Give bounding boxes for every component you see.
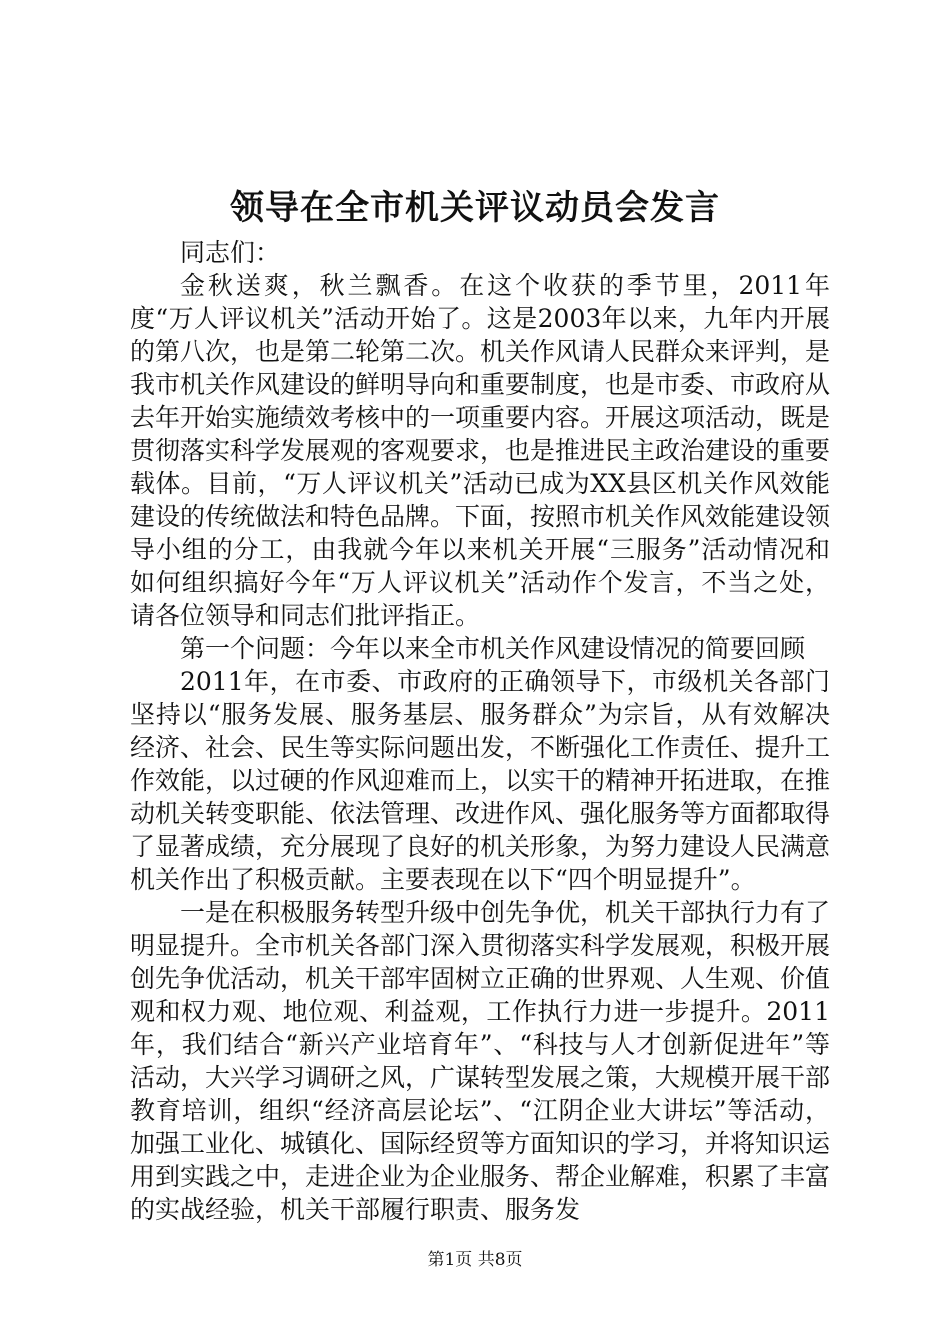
- body-paragraph: 一是在积极服务转型升级中创先争优，机关干部执行力有了明显提升。全市机关各部门深入贯彻落实科学发展观，积极开展创先争优活动，机关干部牢固树立正确的世界观、人生观、价值观和权力观、地位观、利益观，工作执行力进一步提升。2011年，我们结合“新兴产业培育年”、“科技与人才创新促进年”等活动，大兴学习调研之风，广谋转型发展之策，大规模开展干部教育培训，组织“经济高层论坛”、“江阴企业大讲坛”等活动，加强工业化、城镇化、国际经贸等方面知识的学习，并将知识运用到实践之中，走进企业为企业服务、帮企业解难，积累了丰富的实战经验，机关干部履行职责、服务发: [130, 898, 831, 1224]
- body-paragraph: 金秋送爽，秋兰飘香。在这个收获的季节里，2011年度“万人评议机关”活动开始了。这是2003年以来，九年内开展的第八次，也是第二轮第二次。机关作风请人民群众来评判，是我市机关作风建设的鲜明导向和重要制度，也是市委、市政府从去年开始实施绩效考核中的一项重要内容。开展这项活动，既是贯彻落实科学发展观的客观要求，也是推进民主政治建设的重要载体。目前，“万人评议机关”活动已成为XX县区机关作风效能建设的传统做法和特色品牌。下面，按照市机关作风效能建设领导小组的分工，由我就今年以来机关开展“三服务”活动情况和如何组织搞好今年“万人评议机关”活动作个发言，不当之处，请各位领导和同志们批评指正。: [130, 271, 831, 630]
- page-number-footer: 第1页 共8页: [427, 1250, 523, 1270]
- document-body: [130, 236, 830, 1226]
- body-paragraph: 2011年，在市委、市政府的正确领导下，市级机关各部门坚持以“服务发展、服务基层、服务群众”为宗旨，从有效解决经济、社会、民生等实际问题出发，不断强化工作责任、提升工作效能，以过硬的作风迎难而上，以实干的精神开拓进取，在推动机关转变职能、依法管理、改进作风、强化服务等方面都取得了显著成绩，充分展现了良好的机关形象，为努力建设人民满意机关作出了积极贡献。主要表现在以下“四个明显提升”。: [130, 667, 831, 894]
- salutation-paragraph: 同志们：: [180, 238, 281, 267]
- document-title: 领导在全市机关评议动员会发言: [230, 188, 720, 228]
- section-heading-paragraph: 第一个问题：今年以来全市机关作风建设情况的简要回顾: [180, 634, 806, 663]
